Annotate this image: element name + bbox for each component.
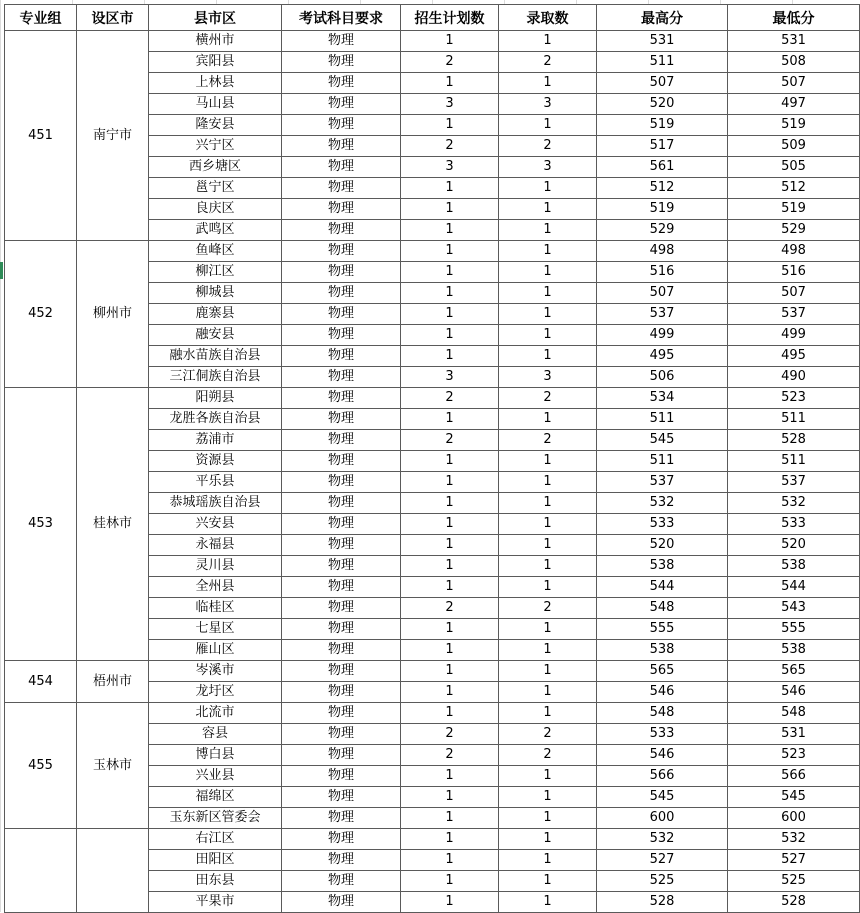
- subject-cell[interactable]: 物理: [282, 493, 401, 514]
- county-cell[interactable]: 灵川县: [149, 556, 282, 577]
- subject-cell[interactable]: 物理: [282, 157, 401, 178]
- min-score-cell[interactable]: 537: [728, 304, 860, 325]
- plan-cell[interactable]: 1: [401, 304, 499, 325]
- admitted-cell[interactable]: 1: [499, 178, 597, 199]
- group-code-cell[interactable]: 453: [5, 388, 77, 661]
- min-score-cell[interactable]: 532: [728, 493, 860, 514]
- city-cell[interactable]: 梧州市: [77, 661, 149, 703]
- admitted-cell[interactable]: 3: [499, 157, 597, 178]
- admitted-cell[interactable]: 2: [499, 136, 597, 157]
- county-cell[interactable]: 荔浦市: [149, 430, 282, 451]
- plan-cell[interactable]: 1: [401, 808, 499, 829]
- plan-cell[interactable]: 2: [401, 388, 499, 409]
- subject-cell[interactable]: 物理: [282, 703, 401, 724]
- min-score-cell[interactable]: 498: [728, 241, 860, 262]
- subject-cell[interactable]: 物理: [282, 73, 401, 94]
- subject-cell[interactable]: 物理: [282, 451, 401, 472]
- plan-cell[interactable]: 1: [401, 766, 499, 787]
- subject-cell[interactable]: 物理: [282, 619, 401, 640]
- min-score-cell[interactable]: 528: [728, 892, 860, 913]
- plan-cell[interactable]: 1: [401, 892, 499, 913]
- subject-cell[interactable]: 物理: [282, 850, 401, 871]
- min-score-cell[interactable]: 507: [728, 283, 860, 304]
- subject-cell[interactable]: 物理: [282, 787, 401, 808]
- max-score-cell[interactable]: 546: [597, 682, 728, 703]
- plan-cell[interactable]: 1: [401, 703, 499, 724]
- county-cell[interactable]: 雁山区: [149, 640, 282, 661]
- city-cell[interactable]: 玉林市: [77, 703, 149, 829]
- plan-cell[interactable]: 1: [401, 556, 499, 577]
- admitted-cell[interactable]: 1: [499, 451, 597, 472]
- admitted-cell[interactable]: 1: [499, 73, 597, 94]
- max-score-cell[interactable]: 545: [597, 430, 728, 451]
- admitted-cell[interactable]: 1: [499, 241, 597, 262]
- admitted-cell[interactable]: 2: [499, 430, 597, 451]
- plan-cell[interactable]: 1: [401, 73, 499, 94]
- min-score-cell[interactable]: 600: [728, 808, 860, 829]
- plan-cell[interactable]: 2: [401, 430, 499, 451]
- admitted-cell[interactable]: 2: [499, 598, 597, 619]
- county-cell[interactable]: 武鸣区: [149, 220, 282, 241]
- subject-cell[interactable]: 物理: [282, 115, 401, 136]
- admitted-cell[interactable]: 1: [499, 850, 597, 871]
- min-score-cell[interactable]: 523: [728, 745, 860, 766]
- admitted-cell[interactable]: 1: [499, 619, 597, 640]
- subject-cell[interactable]: 物理: [282, 871, 401, 892]
- county-cell[interactable]: 融安县: [149, 325, 282, 346]
- min-score-cell[interactable]: 538: [728, 556, 860, 577]
- plan-cell[interactable]: 1: [401, 178, 499, 199]
- min-score-cell[interactable]: 490: [728, 367, 860, 388]
- county-cell[interactable]: 西乡塘区: [149, 157, 282, 178]
- table-row: [5, 388, 860, 409]
- max-score-cell[interactable]: 555: [597, 619, 728, 640]
- county-cell[interactable]: 龙胜各族自治县: [149, 409, 282, 430]
- county-cell[interactable]: 隆安县: [149, 115, 282, 136]
- subject-cell[interactable]: 物理: [282, 535, 401, 556]
- admitted-cell[interactable]: 1: [499, 829, 597, 850]
- max-score-cell[interactable]: 534: [597, 388, 728, 409]
- min-score-cell[interactable]: 512: [728, 178, 860, 199]
- table-row: [5, 703, 860, 724]
- subject-cell[interactable]: 物理: [282, 304, 401, 325]
- admitted-cell[interactable]: 1: [499, 472, 597, 493]
- min-score-cell[interactable]: 548: [728, 703, 860, 724]
- header-cell[interactable]: 考试科目要求: [282, 5, 401, 31]
- header-cell[interactable]: 招生计划数: [401, 5, 499, 31]
- min-score-cell[interactable]: 511: [728, 409, 860, 430]
- subject-cell[interactable]: 物理: [282, 283, 401, 304]
- group-code-cell[interactable]: 451: [5, 31, 77, 241]
- subject-cell[interactable]: 物理: [282, 661, 401, 682]
- min-score-cell[interactable]: 527: [728, 850, 860, 871]
- plan-cell[interactable]: 1: [401, 493, 499, 514]
- county-cell[interactable]: 恭城瑶族自治县: [149, 493, 282, 514]
- max-score-cell[interactable]: 498: [597, 241, 728, 262]
- county-cell[interactable]: 田东县: [149, 871, 282, 892]
- max-score-cell[interactable]: 525: [597, 871, 728, 892]
- max-score-cell[interactable]: 507: [597, 73, 728, 94]
- admitted-cell[interactable]: 1: [499, 682, 597, 703]
- max-score-cell[interactable]: 520: [597, 94, 728, 115]
- plan-cell[interactable]: 1: [401, 346, 499, 367]
- subject-cell[interactable]: 物理: [282, 199, 401, 220]
- plan-cell[interactable]: 2: [401, 724, 499, 745]
- subject-cell[interactable]: 物理: [282, 829, 401, 850]
- county-cell[interactable]: 博白县: [149, 745, 282, 766]
- admitted-cell[interactable]: 3: [499, 94, 597, 115]
- max-score-cell[interactable]: 499: [597, 325, 728, 346]
- city-cell[interactable]: 柳州市: [77, 241, 149, 388]
- county-cell[interactable]: 宾阳县: [149, 52, 282, 73]
- min-score-cell[interactable]: 566: [728, 766, 860, 787]
- group-code-cell[interactable]: [5, 829, 77, 913]
- subject-cell[interactable]: 物理: [282, 556, 401, 577]
- county-cell[interactable]: 资源县: [149, 451, 282, 472]
- max-score-cell[interactable]: 511: [597, 52, 728, 73]
- min-score-cell[interactable]: 497: [728, 94, 860, 115]
- county-cell[interactable]: 融水苗族自治县: [149, 346, 282, 367]
- admitted-cell[interactable]: 1: [499, 262, 597, 283]
- max-score-cell[interactable]: 532: [597, 829, 728, 850]
- plan-cell[interactable]: 1: [401, 472, 499, 493]
- admitted-cell[interactable]: 1: [499, 535, 597, 556]
- header-cell[interactable]: 专业组: [5, 5, 77, 31]
- min-score-cell[interactable]: 507: [728, 73, 860, 94]
- max-score-cell[interactable]: 545: [597, 787, 728, 808]
- admitted-cell[interactable]: 1: [499, 325, 597, 346]
- header-cell[interactable]: 录取数: [499, 5, 597, 31]
- county-cell[interactable]: 容县: [149, 724, 282, 745]
- header-cell[interactable]: 设区市: [77, 5, 149, 31]
- plan-cell[interactable]: 2: [401, 598, 499, 619]
- county-cell[interactable]: 玉东新区管委会: [149, 808, 282, 829]
- subject-cell[interactable]: 物理: [282, 640, 401, 661]
- admitted-cell[interactable]: 1: [499, 556, 597, 577]
- subject-cell[interactable]: 物理: [282, 136, 401, 157]
- subject-cell[interactable]: 物理: [282, 892, 401, 913]
- admitted-cell[interactable]: 1: [499, 766, 597, 787]
- plan-cell[interactable]: 1: [401, 409, 499, 430]
- header-cell[interactable]: 最高分: [597, 5, 728, 31]
- subject-cell[interactable]: 物理: [282, 514, 401, 535]
- min-score-cell[interactable]: 531: [728, 724, 860, 745]
- plan-cell[interactable]: 1: [401, 871, 499, 892]
- min-score-cell[interactable]: 532: [728, 829, 860, 850]
- plan-cell[interactable]: 1: [401, 829, 499, 850]
- county-cell[interactable]: 柳城县: [149, 283, 282, 304]
- table-row: [5, 661, 860, 682]
- min-score-cell[interactable]: 495: [728, 346, 860, 367]
- county-cell[interactable]: 永福县: [149, 535, 282, 556]
- group-code-cell[interactable]: 454: [5, 661, 77, 703]
- row-indicator: [0, 262, 3, 279]
- max-score-cell[interactable]: 511: [597, 451, 728, 472]
- max-score-cell[interactable]: 520: [597, 535, 728, 556]
- min-score-cell[interactable]: 499: [728, 325, 860, 346]
- min-score-cell[interactable]: 545: [728, 787, 860, 808]
- county-cell[interactable]: 兴安县: [149, 514, 282, 535]
- subject-cell[interactable]: 物理: [282, 367, 401, 388]
- subject-cell[interactable]: 物理: [282, 766, 401, 787]
- min-score-cell[interactable]: 529: [728, 220, 860, 241]
- county-cell[interactable]: 上林县: [149, 73, 282, 94]
- subject-cell[interactable]: 物理: [282, 31, 401, 52]
- max-score-cell[interactable]: 548: [597, 703, 728, 724]
- max-score-cell[interactable]: 533: [597, 514, 728, 535]
- max-score-cell[interactable]: 533: [597, 724, 728, 745]
- county-cell[interactable]: 平果市: [149, 892, 282, 913]
- group-code-cell[interactable]: 455: [5, 703, 77, 829]
- max-score-cell[interactable]: 528: [597, 892, 728, 913]
- county-cell[interactable]: 鹿寨县: [149, 304, 282, 325]
- plan-cell[interactable]: 1: [401, 451, 499, 472]
- min-score-cell[interactable]: 520: [728, 535, 860, 556]
- plan-cell[interactable]: 1: [401, 283, 499, 304]
- min-score-cell[interactable]: 528: [728, 430, 860, 451]
- table-row: [5, 241, 860, 262]
- min-score-cell[interactable]: 516: [728, 262, 860, 283]
- county-cell[interactable]: 兴宁区: [149, 136, 282, 157]
- plan-cell[interactable]: 3: [401, 157, 499, 178]
- min-score-cell[interactable]: 546: [728, 682, 860, 703]
- min-score-cell[interactable]: 505: [728, 157, 860, 178]
- county-cell[interactable]: 平乐县: [149, 472, 282, 493]
- header-row: [5, 5, 860, 31]
- county-cell[interactable]: 阳朔县: [149, 388, 282, 409]
- city-cell[interactable]: 南宁市: [77, 31, 149, 241]
- plan-cell[interactable]: 1: [401, 241, 499, 262]
- admitted-cell[interactable]: 1: [499, 640, 597, 661]
- min-score-cell[interactable]: 565: [728, 661, 860, 682]
- plan-cell[interactable]: 1: [401, 640, 499, 661]
- max-score-cell[interactable]: 544: [597, 577, 728, 598]
- subject-cell[interactable]: 物理: [282, 724, 401, 745]
- min-score-cell[interactable]: 537: [728, 472, 860, 493]
- admitted-cell[interactable]: 1: [499, 787, 597, 808]
- max-score-cell[interactable]: 512: [597, 178, 728, 199]
- subject-cell[interactable]: 物理: [282, 682, 401, 703]
- min-score-cell[interactable]: 519: [728, 115, 860, 136]
- county-cell[interactable]: 临桂区: [149, 598, 282, 619]
- admission-table: [4, 4, 860, 913]
- subject-cell[interactable]: 物理: [282, 241, 401, 262]
- max-score-cell[interactable]: 519: [597, 115, 728, 136]
- max-score-cell[interactable]: 537: [597, 472, 728, 493]
- subject-cell[interactable]: 物理: [282, 577, 401, 598]
- county-cell[interactable]: 北流市: [149, 703, 282, 724]
- admitted-cell[interactable]: 2: [499, 724, 597, 745]
- subject-cell[interactable]: 物理: [282, 808, 401, 829]
- subject-cell[interactable]: 物理: [282, 220, 401, 241]
- county-cell[interactable]: 良庆区: [149, 199, 282, 220]
- min-score-cell[interactable]: 531: [728, 31, 860, 52]
- max-score-cell[interactable]: 566: [597, 766, 728, 787]
- min-score-cell[interactable]: 525: [728, 871, 860, 892]
- max-score-cell[interactable]: 517: [597, 136, 728, 157]
- min-score-cell[interactable]: 523: [728, 388, 860, 409]
- admitted-cell[interactable]: 1: [499, 283, 597, 304]
- admitted-cell[interactable]: 1: [499, 892, 597, 913]
- plan-cell[interactable]: 2: [401, 52, 499, 73]
- admitted-cell[interactable]: 1: [499, 493, 597, 514]
- county-cell[interactable]: 全州县: [149, 577, 282, 598]
- max-score-cell[interactable]: 507: [597, 283, 728, 304]
- admitted-cell[interactable]: 1: [499, 199, 597, 220]
- admitted-cell[interactable]: 2: [499, 745, 597, 766]
- max-score-cell[interactable]: 506: [597, 367, 728, 388]
- subject-cell[interactable]: 物理: [282, 430, 401, 451]
- min-score-cell[interactable]: 508: [728, 52, 860, 73]
- plan-cell[interactable]: 1: [401, 220, 499, 241]
- min-score-cell[interactable]: 538: [728, 640, 860, 661]
- min-score-cell[interactable]: 555: [728, 619, 860, 640]
- county-cell[interactable]: 兴业县: [149, 766, 282, 787]
- admitted-cell[interactable]: 1: [499, 304, 597, 325]
- subject-cell[interactable]: 物理: [282, 472, 401, 493]
- plan-cell[interactable]: 1: [401, 262, 499, 283]
- max-score-cell[interactable]: 600: [597, 808, 728, 829]
- max-score-cell[interactable]: 516: [597, 262, 728, 283]
- max-score-cell[interactable]: 529: [597, 220, 728, 241]
- max-score-cell[interactable]: 527: [597, 850, 728, 871]
- admitted-cell[interactable]: 1: [499, 346, 597, 367]
- max-score-cell[interactable]: 565: [597, 661, 728, 682]
- admitted-cell[interactable]: 1: [499, 514, 597, 535]
- county-cell[interactable]: 右江区: [149, 829, 282, 850]
- admitted-cell[interactable]: 1: [499, 661, 597, 682]
- group-code-cell[interactable]: 452: [5, 241, 77, 388]
- county-cell[interactable]: 田阳区: [149, 850, 282, 871]
- county-cell[interactable]: 三江侗族自治县: [149, 367, 282, 388]
- county-cell[interactable]: 横州市: [149, 31, 282, 52]
- max-score-cell[interactable]: 495: [597, 346, 728, 367]
- county-cell[interactable]: 马山县: [149, 94, 282, 115]
- county-cell[interactable]: 福绵区: [149, 787, 282, 808]
- plan-cell[interactable]: 2: [401, 745, 499, 766]
- plan-cell[interactable]: 1: [401, 31, 499, 52]
- plan-cell[interactable]: 1: [401, 115, 499, 136]
- city-cell[interactable]: [77, 829, 149, 913]
- plan-cell[interactable]: 1: [401, 325, 499, 346]
- max-score-cell[interactable]: 519: [597, 199, 728, 220]
- table-row: [5, 829, 860, 850]
- plan-cell[interactable]: 3: [401, 94, 499, 115]
- max-score-cell[interactable]: 511: [597, 409, 728, 430]
- subject-cell[interactable]: 物理: [282, 262, 401, 283]
- subject-cell[interactable]: 物理: [282, 346, 401, 367]
- min-score-cell[interactable]: 509: [728, 136, 860, 157]
- admitted-cell[interactable]: 2: [499, 52, 597, 73]
- subject-cell[interactable]: 物理: [282, 325, 401, 346]
- min-score-cell[interactable]: 544: [728, 577, 860, 598]
- county-cell[interactable]: 鱼峰区: [149, 241, 282, 262]
- max-score-cell[interactable]: 537: [597, 304, 728, 325]
- county-cell[interactable]: 龙圩区: [149, 682, 282, 703]
- max-score-cell[interactable]: 548: [597, 598, 728, 619]
- plan-cell[interactable]: 1: [401, 199, 499, 220]
- admitted-cell[interactable]: 1: [499, 220, 597, 241]
- city-cell[interactable]: 桂林市: [77, 388, 149, 661]
- admitted-cell[interactable]: 1: [499, 808, 597, 829]
- admitted-cell[interactable]: 1: [499, 703, 597, 724]
- county-cell[interactable]: 岑溪市: [149, 661, 282, 682]
- header-cell[interactable]: 县市区: [149, 5, 282, 31]
- header-cell[interactable]: 最低分: [728, 5, 860, 31]
- admitted-cell[interactable]: 1: [499, 409, 597, 430]
- max-score-cell[interactable]: 532: [597, 493, 728, 514]
- county-cell[interactable]: 邕宁区: [149, 178, 282, 199]
- max-score-cell[interactable]: 538: [597, 556, 728, 577]
- plan-cell[interactable]: 1: [401, 682, 499, 703]
- subject-cell[interactable]: 物理: [282, 388, 401, 409]
- admitted-cell[interactable]: 1: [499, 115, 597, 136]
- plan-cell[interactable]: 1: [401, 787, 499, 808]
- min-score-cell[interactable]: 519: [728, 199, 860, 220]
- admitted-cell[interactable]: 2: [499, 388, 597, 409]
- subject-cell[interactable]: 物理: [282, 409, 401, 430]
- subject-cell[interactable]: 物理: [282, 52, 401, 73]
- subject-cell[interactable]: 物理: [282, 598, 401, 619]
- plan-cell[interactable]: 1: [401, 661, 499, 682]
- max-score-cell[interactable]: 538: [597, 640, 728, 661]
- plan-cell[interactable]: 1: [401, 619, 499, 640]
- plan-cell[interactable]: 1: [401, 535, 499, 556]
- subject-cell[interactable]: 物理: [282, 745, 401, 766]
- plan-cell[interactable]: 1: [401, 850, 499, 871]
- plan-cell[interactable]: 3: [401, 367, 499, 388]
- county-cell[interactable]: 柳江区: [149, 262, 282, 283]
- min-score-cell[interactable]: 543: [728, 598, 860, 619]
- admitted-cell[interactable]: 3: [499, 367, 597, 388]
- plan-cell[interactable]: 1: [401, 577, 499, 598]
- subject-cell[interactable]: 物理: [282, 94, 401, 115]
- min-score-cell[interactable]: 533: [728, 514, 860, 535]
- plan-cell[interactable]: 1: [401, 514, 499, 535]
- admitted-cell[interactable]: 1: [499, 871, 597, 892]
- admitted-cell[interactable]: 1: [499, 577, 597, 598]
- admitted-cell[interactable]: 1: [499, 31, 597, 52]
- max-score-cell[interactable]: 561: [597, 157, 728, 178]
- county-cell[interactable]: 七星区: [149, 619, 282, 640]
- table-row: [5, 31, 860, 52]
- subject-cell[interactable]: 物理: [282, 178, 401, 199]
- max-score-cell[interactable]: 531: [597, 31, 728, 52]
- plan-cell[interactable]: 2: [401, 136, 499, 157]
- max-score-cell[interactable]: 546: [597, 745, 728, 766]
- min-score-cell[interactable]: 511: [728, 451, 860, 472]
